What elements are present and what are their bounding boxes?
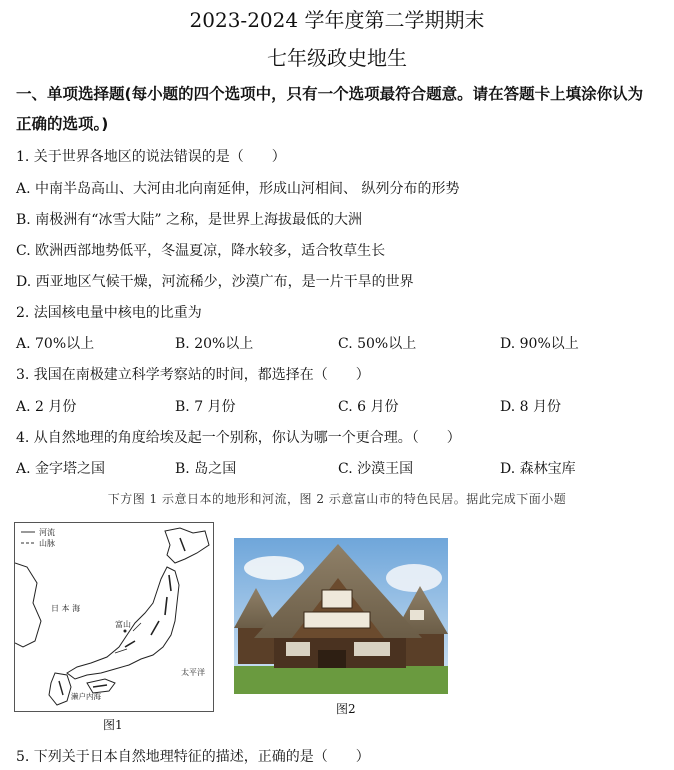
question-2-option-d: D. 90%以上: [500, 336, 579, 352]
hokkaido-mountain: [180, 538, 185, 551]
question-1-option-d: D. 西亚地区气候干燥，河流稀少，沙漠广布，是一片干旱的世界: [16, 274, 414, 290]
label-seto-inland-sea: 濑户内海: [71, 692, 101, 701]
cloud: [386, 564, 442, 592]
kyushu-mountain: [59, 681, 63, 695]
legend-river-label: 河流: [39, 528, 55, 537]
label-pacific: 太平洋: [181, 668, 205, 677]
question-2-option-a: A. 70%以上: [16, 336, 95, 352]
question-4-option-c: C. 沙漠王国: [338, 461, 414, 477]
question-2-stem: 2. 法国核电量中核电的比重为: [16, 305, 202, 321]
question-5-stem: 5. 下列关于日本自然地理特征的描述，正确的是（ ）: [16, 749, 370, 765]
korea-outline: [15, 563, 41, 647]
question-4-option-a: A. 金字塔之国: [16, 461, 106, 477]
main-house-door: [318, 650, 346, 668]
toyama-houses-drawing: [234, 538, 448, 694]
main-house-lower-window: [354, 642, 390, 656]
grass: [234, 666, 448, 694]
legend-mountain-label: 山脉: [39, 539, 55, 548]
kyushu-outline: [49, 673, 71, 705]
question-3-option-c: C. 6 月份: [338, 399, 399, 415]
shikoku-mountain: [93, 685, 107, 687]
exam-title: 2023-2024 学年度第二学期期末: [189, 8, 485, 32]
label-sea-of-japan: 日 本 海: [51, 604, 81, 613]
exam-subtitle: 七年级政史地生: [267, 46, 407, 70]
right-house-window: [410, 610, 424, 620]
question-3-stem: 3. 我国在南极建立科学考察站的时间，都选择在（ ）: [16, 367, 370, 383]
passage-note: 下方图 1 示意日本的地形和河流，图 2 示意富山市的特色民居。据此完成下面小题: [107, 492, 567, 506]
question-4-option-d: D. 森林宝库: [500, 461, 576, 477]
figure-2-caption: 图2: [336, 702, 356, 716]
right-house-wall: [400, 634, 444, 666]
honshu-mountains: [125, 575, 171, 647]
japan-map: [14, 522, 214, 712]
main-house-upper-window: [322, 590, 352, 608]
label-toyama: 富山: [115, 620, 131, 629]
question-4-stem: 4. 从自然地理的角度给埃及起一个别称，你认为哪一个更合理。（ ）: [16, 430, 461, 446]
question-2-option-c: C. 50%以上: [338, 336, 417, 352]
section-heading-line1: 一、单项选择题(每小题的四个选项中，只有一个选项最符合题意。请在答题卡上填涂你认为: [16, 85, 644, 103]
toyama-houses-photo: [234, 538, 448, 694]
question-1-option-c: C. 欧洲西部地势低平，冬温夏凉，降水较多，适合牧草生长: [16, 243, 386, 259]
main-house-middle-window: [304, 612, 370, 628]
cloud: [244, 556, 304, 580]
section-heading-line2: 正确的选项。): [16, 115, 109, 133]
question-3-option-b: B. 7 月份: [175, 399, 236, 415]
hokkaido-outline: [165, 528, 209, 563]
question-3-option-d: D. 8 月份: [500, 399, 561, 415]
main-house-lower-window: [286, 642, 310, 656]
question-1-option-a: A. 中南半岛高山、大河由北向南延伸，形成山河相间、 纵列分布的形势: [16, 181, 460, 197]
question-1-option-b: B. 南极洲有“冰雪大陆” 之称，是世界上海拔最低的大洲: [16, 212, 362, 228]
question-3-option-a: A. 2 月份: [16, 399, 77, 415]
question-2-option-b: B. 20%以上: [175, 336, 254, 352]
figure-1-caption: 图1: [103, 718, 123, 732]
japan-map-drawing: [15, 523, 213, 711]
question-4-option-b: B. 岛之国: [175, 461, 237, 477]
toyama-marker: [124, 630, 127, 633]
question-1-stem: 1. 关于世界各地区的说法错误的是（ ）: [16, 149, 286, 165]
